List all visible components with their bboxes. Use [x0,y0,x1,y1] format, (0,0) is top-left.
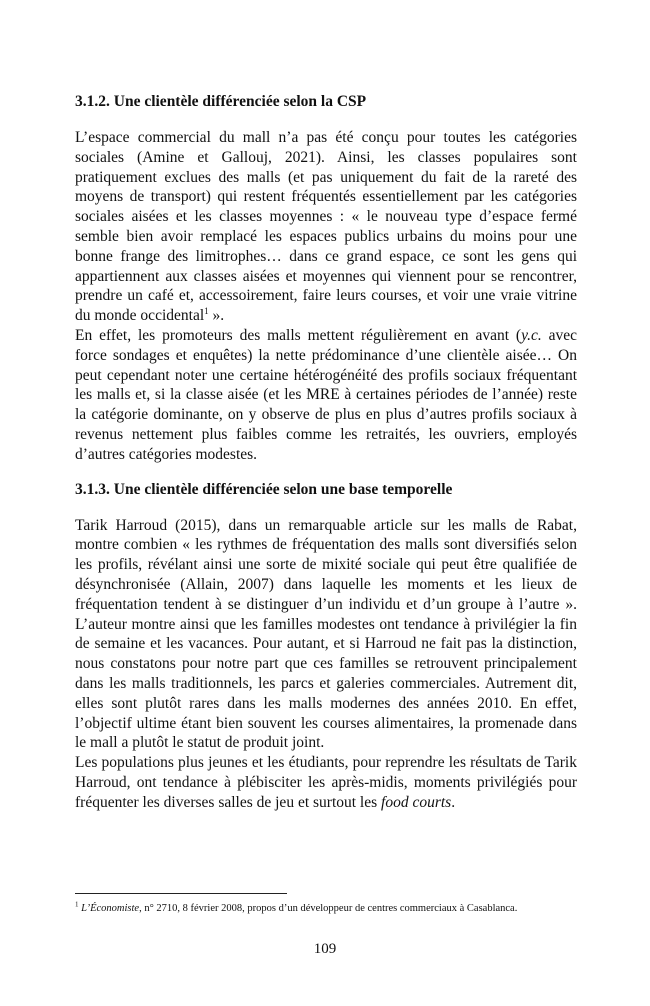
paragraph-text: L’espace commercial du mall n’a pas été conçu pour toutes les catégories sociales (Amine et Gallouj, 2021). Ainsi, les classes populaires sont pratiquement exclues des malls (et pas uniquement du fait de la rareté des moyens de transport) qui restent fréquentés essentiellement par les catégories sociales aisées et les classes moyennes : « le nouveau type d’espace fermé semble bien avoir remplacé les espaces publics urbains du moins pour une bonne frange des limitrophes… dans ce grand espace, ce sont les gens qui appartiennent aux classes aisées et moyennes qui viennent pour se rencontrer, prendre un café et, accessoirement, faire leurs courses, et voir une vraie vitrine du monde occidental [75,129,577,325]
paragraph-text-end: ». [208,307,225,325]
paragraph-temporal-2 [75,753,577,812]
emphasis-text: y.c. [521,326,542,344]
paragraph-text: avec force sondages et enquêtes) la nette prédominance d’une clientèle aisée… On peut cependant noter une certaine hétérogénéité des profils sociaux fréquentant les malls et, si la classe aisée (et les MRE à certaines périodes de l’année) reste la catégorie dominante, on y observe de plus en plus d’autres profils sociaux à revenus nettement plus faibles comme les retraités, les ouvriers, employés d’autres catégories modestes. [75,326,577,463]
paragraph-text: . [451,793,456,811]
section-heading-3-1-3: 3.1.3. Une clientèle différenciée selon une base temporelle [75,480,453,498]
paragraph-temporal-1 [75,516,577,754]
paragraph-text: Les populations plus jeunes et les étudiants, pour reprendre les résultats de Tarik Harroud, ont tendance à plébisciter les après-midis, moments privilégiés pour fréquenter les diverses salles de jeu et surtout les [75,754,577,811]
paragraph-csp-1 [75,128,577,326]
section-heading-3-1-2: 3.1.2. Une clientèle différenciée selon la CSP [75,93,367,110]
paragraph-text: En effet, les promoteurs des malls mettent régulièrement en avant ( [75,326,522,344]
footnote-source-title: L’Économiste [81,903,140,914]
footnote-number: 1 [75,900,79,909]
footnote [75,902,577,915]
page-number: 109 [313,941,337,957]
paragraph-csp-2 [75,326,577,465]
body-text [75,92,577,813]
footnote-reference[interactable]: 1 [204,306,209,317]
paragraph-text: Tarik Harroud (2015), dans un remarquable article sur les malls de Rabat, montre combien « les rythmes de fréquentation des malls sont diversifiés selon les profils, révélant ainsi une sorte de mixité sociale qui peut être qualifiée de désynchronisée (Allain, 2007) dans laquelle les moments et les lieux de fréquentation tendent à se distinguer d’un individu et d’un groupe à l’autre ». L’auteur montre ainsi que les familles modestes ont tendance à privilégier la fin de semaine et les vacances. Pour autant, et si Harroud ne fait pas la distinction, nous constatons pour notre part que ces familles se retrouvent principalement dans les malls traditionnels, les parcs et galeries commerciales. Autrement dit, elles sont plutôt rares dans les malls modernes des années 2010. En effet, l’objectif ultime étant bien souvent les courses alimentaires, la promenade dans le mall a plutôt le statut de produit joint. [75,516,577,752]
emphasis-text: food courts [381,793,452,811]
footnote-text: , n° 2710, 8 février 2008, propos d’un développeur de centres commerciaux à Casablanca. [139,903,518,914]
footnote-separator [75,893,287,894]
